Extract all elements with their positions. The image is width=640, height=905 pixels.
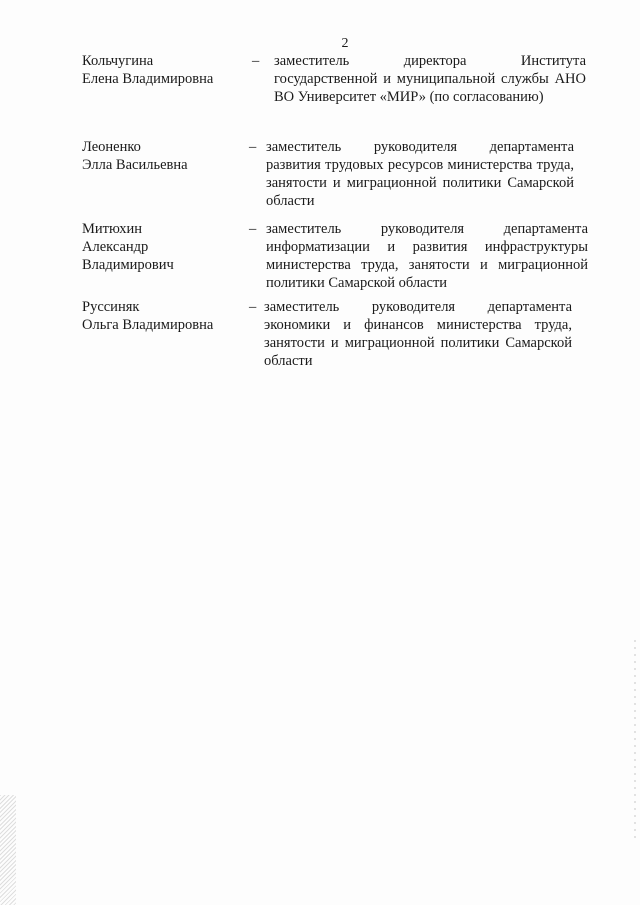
member-name: Леоненко Элла Васильевна [82,139,188,173]
scan-artifact-right [634,640,636,840]
page-number: 2 [341,36,349,51]
member-name: Руссиняк Ольга Владимировна [82,299,214,333]
separator-dash: – [252,53,260,69]
separator-dash: – [249,139,257,155]
member-name: Митюхин Александр Владимирович [82,221,174,273]
member-position: заместитель руководителя департамента развития трудовых ресурсов министерства труда, занятости и миграционной политики Самарской области [266,139,574,209]
member-position: заместитель руководителя департамента информатизации и развития инфраструктуры министерства труда, занятости и миграционной политики Самарской области [266,221,588,291]
separator-dash: – [249,221,257,237]
member-position: заместитель директора Института государственной и муниципальной службы АНО ВО Университет «МИР» (по согласованию) [274,53,586,105]
member-position: заместитель руководителя департамента экономики и финансов министерства труда, занятости и миграционной политики Самарской области [264,299,572,369]
separator-dash: – [249,299,257,315]
member-name: Кольчугина Елена Владимировна [82,53,214,87]
scan-artifact-left [0,795,16,905]
